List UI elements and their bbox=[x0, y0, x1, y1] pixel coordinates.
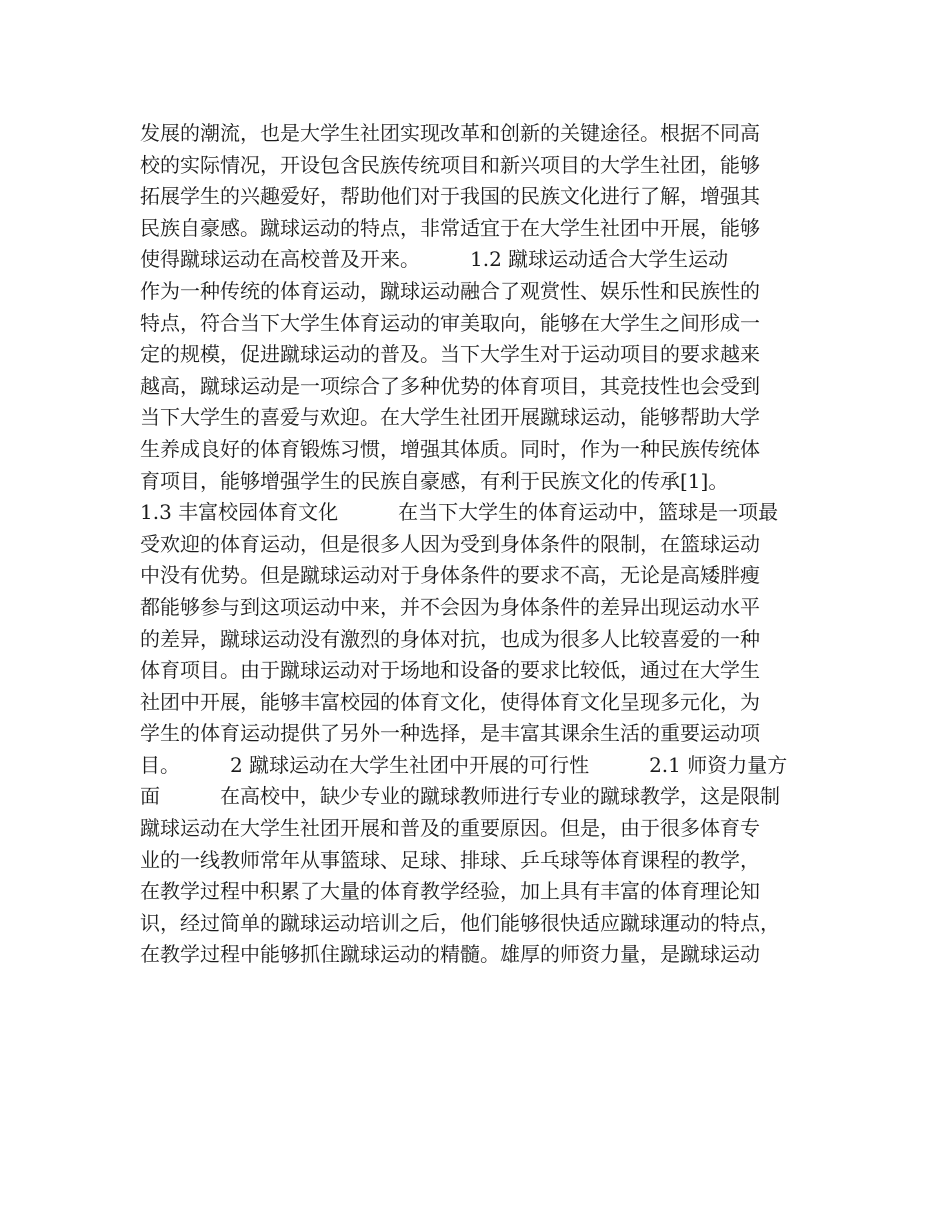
text-line-4: 民族自豪感。蹴球运动的特点，非常适宜于在大学生社团中开展，能够 bbox=[140, 215, 760, 240]
text-line-14: 受欢迎的体育运动，但是很多人因为受到身体条件的限制，在篮球运动 bbox=[140, 531, 760, 556]
text-line-25: 在教学过程中积累了大量的体育教学经验，加上具有丰富的体育理论知 bbox=[140, 879, 760, 904]
text-line-1: 发展的潮流，也是大学生社团实现改革和创新的关键途径。根据不同高 bbox=[140, 121, 760, 145]
text-line-15: 中没有优势。但是蹴球运动对于身体条件的要求不高，无论是高矮胖瘦 bbox=[140, 563, 760, 588]
text-line-7: 特点，符合当下大学生体育运动的审美取向，能够在大学生之间形成一 bbox=[140, 310, 760, 335]
text-line-8: 定的规模，促进蹴球运动的普及。当下大学生对于运动项目的要求越来 bbox=[140, 342, 760, 367]
text-line-13: 1.3 丰富校园体育文化 在当下大学生的体育运动中，篮球是一项最 bbox=[140, 500, 779, 525]
text-line-26: 识，经过简单的蹴球运动培训之后，他们能够很快适应蹴球運动的特点， bbox=[140, 910, 780, 935]
text-line-18: 体育项目。由于蹴球运动对于场地和设备的要求比较低，通过在大学生 bbox=[140, 658, 760, 683]
text-line-10: 当下大学生的喜爱与欢迎。在大学生社团开展蹴球运动，能够帮助大学 bbox=[140, 405, 760, 430]
text-line-19: 社团中开展，能够丰富校园的体育文化，使得体育文化呈现多元化，为 bbox=[140, 689, 760, 714]
text-line-20: 学生的体育运动提供了另外一种选择，是丰富其课余生活的重要运动项 bbox=[140, 721, 760, 746]
text-line-5: 使得蹴球运动在高校普及开来。 1.2 蹴球运动适合大学生运动 bbox=[140, 247, 729, 272]
text-line-24: 业的一线教师常年从事篮球、足球、排球、乒乓球等体育课程的教学， bbox=[140, 847, 760, 872]
body-text bbox=[140, 118, 830, 971]
text-line-12: 育项目，能够增强学生的民族自豪感，有利于民族文化的传承[1]。 bbox=[140, 468, 729, 493]
text-line-11: 生养成良好的体育锻炼习惯，增强其体质。同时，作为一种民族传统体 bbox=[140, 436, 760, 461]
text-line-21: 目。 2 蹴球运动在大学生社团中开展的可行性 2.1 师资力量方 bbox=[140, 752, 788, 777]
text-line-3: 拓展学生的兴趣爱好，帮助他们对于我国的民族文化进行了解，增强其 bbox=[140, 184, 760, 209]
text-line-16: 都能够参与到这项运动中来，并不会因为身体条件的差异出现运动水平 bbox=[140, 594, 760, 619]
text-line-23: 蹴球运动在大学生社团开展和普及的重要原因。但是，由于很多体育专 bbox=[140, 816, 760, 841]
text-line-6: 作为一种传统的体育运动，蹴球运动融合了观赏性、娱乐性和民族性的 bbox=[140, 278, 760, 303]
text-line-2: 校的实际情况，开设包含民族传统项目和新兴项目的大学生社团，能够 bbox=[140, 152, 760, 177]
text-line-9: 越高，蹴球运动是一项综合了多种优势的体育项目，其竞技性也会受到 bbox=[140, 373, 760, 398]
text-line-27: 在教学过程中能够抓住蹴球运动的精髓。雄厚的师资力量，是蹴球运动 bbox=[140, 942, 760, 967]
text-line-17: 的差异，蹴球运动没有激烈的身体对抗，也成为很多人比较喜爱的一种 bbox=[140, 626, 760, 651]
text-line-22: 面 在高校中，缺少专业的蹴球教师进行专业的蹴球教学，这是限制 bbox=[140, 784, 780, 809]
